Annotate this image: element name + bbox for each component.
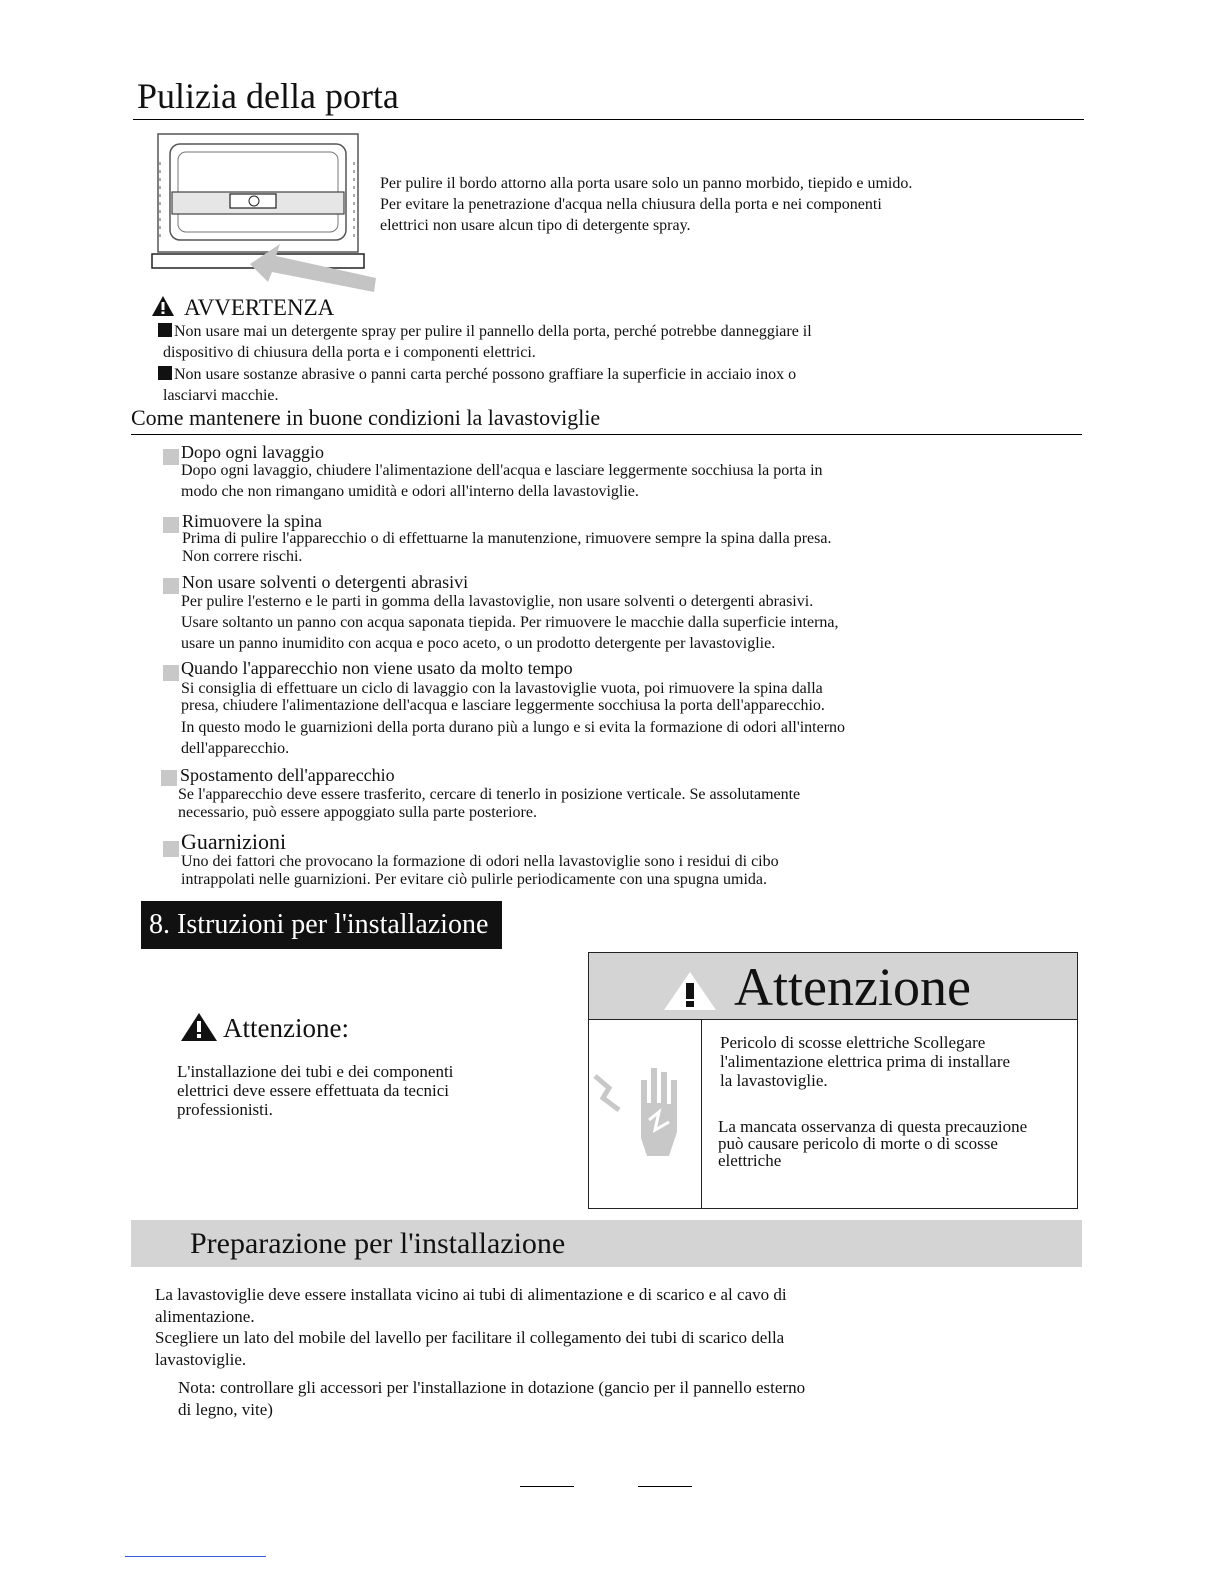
preparation-text [155,1284,787,1370]
text-line: lavastoviglie. [155,1349,247,1369]
text-line: Usare soltanto un panno con acqua saponata tiepida. Per rimuovere le macchie dalla superficie interna, [181,614,839,631]
text-line: La lavastoviglie deve essere installata vicino ai tubi di alimentazione e di scarico e al cavo di [155,1285,787,1304]
item-title: Guarnizioni [181,829,287,854]
text-line: La mancata osservanza di questa precauzione [718,1117,1028,1136]
text-line: L'installazione dei tubi e dei componenti [177,1062,454,1081]
caution-box-divider [701,1019,702,1208]
section-title-maintenance: Come mantenere in buone condizioni la lavastoviglie [131,405,601,430]
text-line: Pericolo di scosse elettriche Scollegare [720,1033,986,1052]
item-body [181,717,845,759]
footer-line [520,1486,574,1487]
item-body [181,460,823,502]
warning-icon [663,971,717,1011]
gray-bullet [163,841,179,857]
section-label-installation: 8. Istruzioni per l'installazione [141,901,502,949]
text-line: Prima di pulire l'apparecchio o di effettuarne la manutenzione, rimuovere sempre la spina dalla presa. [182,530,832,547]
warning-line: lasciarvi macchie. [163,387,279,404]
door-instructions [380,173,912,236]
bullet-square [158,323,172,337]
text-line: alimentazione. [155,1306,255,1326]
item-body [181,680,825,714]
title-rule [133,119,1084,120]
item-body [178,786,800,822]
caution-box-title: Attenzione [734,957,971,1017]
gray-bullet [161,770,177,786]
footer-line [638,1486,692,1487]
item-title: Quando l'apparecchio non viene usato da molto tempo [181,658,573,678]
caution-box-header [589,953,1077,1020]
warning-line: Non usare sostanze abrasive o panni carta perché possono graffiare la superficie in acciaio inox o [174,366,797,383]
section-band-preparation [131,1220,1082,1267]
text-line: Nota: controllare gli accessori per l'installazione in dotazione (gancio per il pannello esterno [178,1378,806,1397]
gray-bullet [163,578,179,594]
item-title: Non usare solventi o detergenti abrasivi [182,572,469,592]
caution-text [177,1062,453,1119]
text-line: Si consiglia di effettuare un ciclo di lavaggio con la lavastoviglie vuota, poi rimuovere la spina dalla [181,680,823,697]
text-line: di legno, vite) [178,1400,273,1419]
text-line: Non correre rischi. [182,548,303,565]
caution-box [588,952,1078,1209]
footer-link-underline [125,1556,266,1557]
item-title: Spostamento dell'apparecchio [180,765,395,785]
text-line: usare un panno inumidito con acqua e poco aceto, o un prodotto detergente per lavastoviglie. [181,635,776,652]
text-line: l'alimentazione elettrica prima di installare [720,1052,1011,1071]
text-line: dell'apparecchio. [181,740,290,757]
caution-title: Attenzione: [223,1013,349,1043]
text-line: elettrici deve essere effettuata da tecnici [177,1081,449,1100]
item-body [181,853,779,889]
caution-box-text [720,1033,1010,1090]
gray-bullet [163,517,179,533]
text-line: Uno dei fattori che provocano la formazione di odori nella lavastoviglie sono i residui di cibo [181,853,779,870]
section-rule [131,434,1082,435]
section-title-preparation: Preparazione per l'installazione [190,1227,566,1260]
text-line: Per evitare la penetrazione d'acqua nella chiusura della porta e nei componenti [380,196,882,213]
warning-title: AVVERTENZA [184,295,335,320]
warning-item [158,364,796,406]
text-line: professionisti. [177,1100,273,1119]
text-line: presa, chiudere l'alimentazione dell'acqua e lasciare leggermente socchiusa la porta dell'apparecchio. [181,697,825,714]
text-line: elettriche [718,1151,782,1170]
text-line: Per pulire l'esterno e le parti in gomma della lavastoviglie, non usare solventi o detergenti abrasivi. [181,593,814,610]
text-line: Scegliere un lato del mobile del lavello per facilitare il collegamento dei tubi di scarico della [155,1328,785,1347]
page-title: Pulizia della porta [137,76,399,116]
text-line: elettrici non usare alcun tipo di detergente spray. [380,217,691,234]
item-title: Dopo ogni lavaggio [181,442,324,462]
text-line: può causare pericolo di morte o di scosse [718,1134,998,1153]
text-line: Dopo ogni lavaggio, chiudere l'alimentazione dell'acqua e lasciare leggermente socchiusa la porta in [181,462,823,479]
text-line: necessario, può essere appoggiato sulla parte posteriore. [178,804,537,821]
shock-hand-icon [589,1058,699,1168]
text-line: In questo modo le guarnizioni della porta durano più a lungo e si evita la formazione di odori all'interno [181,719,846,736]
gray-bullet [163,665,179,681]
text-line: Per pulire il bordo attorno alla porta usare solo un panno morbido, tiepido e umido. [380,175,913,192]
warning-icon [180,1012,218,1042]
text-line: intrappolati nelle guarnizioni. Per evitare ciò pulirle periodicamente con una spugna umida. [181,871,768,888]
gray-bullet [163,449,179,465]
item-body [182,530,831,566]
warning-icon [151,295,175,317]
warning-item [158,321,812,363]
text-line: la lavastoviglie. [720,1071,828,1090]
text-line: modo che non rimangano umidità e odori all'interno della lavastoviglie. [181,483,639,500]
door-cleaning-illustration [150,132,380,294]
warning-line: dispositivo di chiusura della porta e i componenti elettrici. [163,344,536,361]
item-body [181,591,839,654]
bullet-square [158,366,172,380]
text-line: Se l'apparecchio deve essere trasferito, cercare di tenerlo in posizione verticale. Se assolutamente [178,786,801,803]
caution-box-text [718,1118,1027,1169]
preparation-note [178,1377,805,1421]
item-title: Rimuovere la spina [182,511,322,531]
warning-line: Non usare mai un detergente spray per pulire il pannello della porta, perché potrebbe danneggiare il [174,323,812,340]
